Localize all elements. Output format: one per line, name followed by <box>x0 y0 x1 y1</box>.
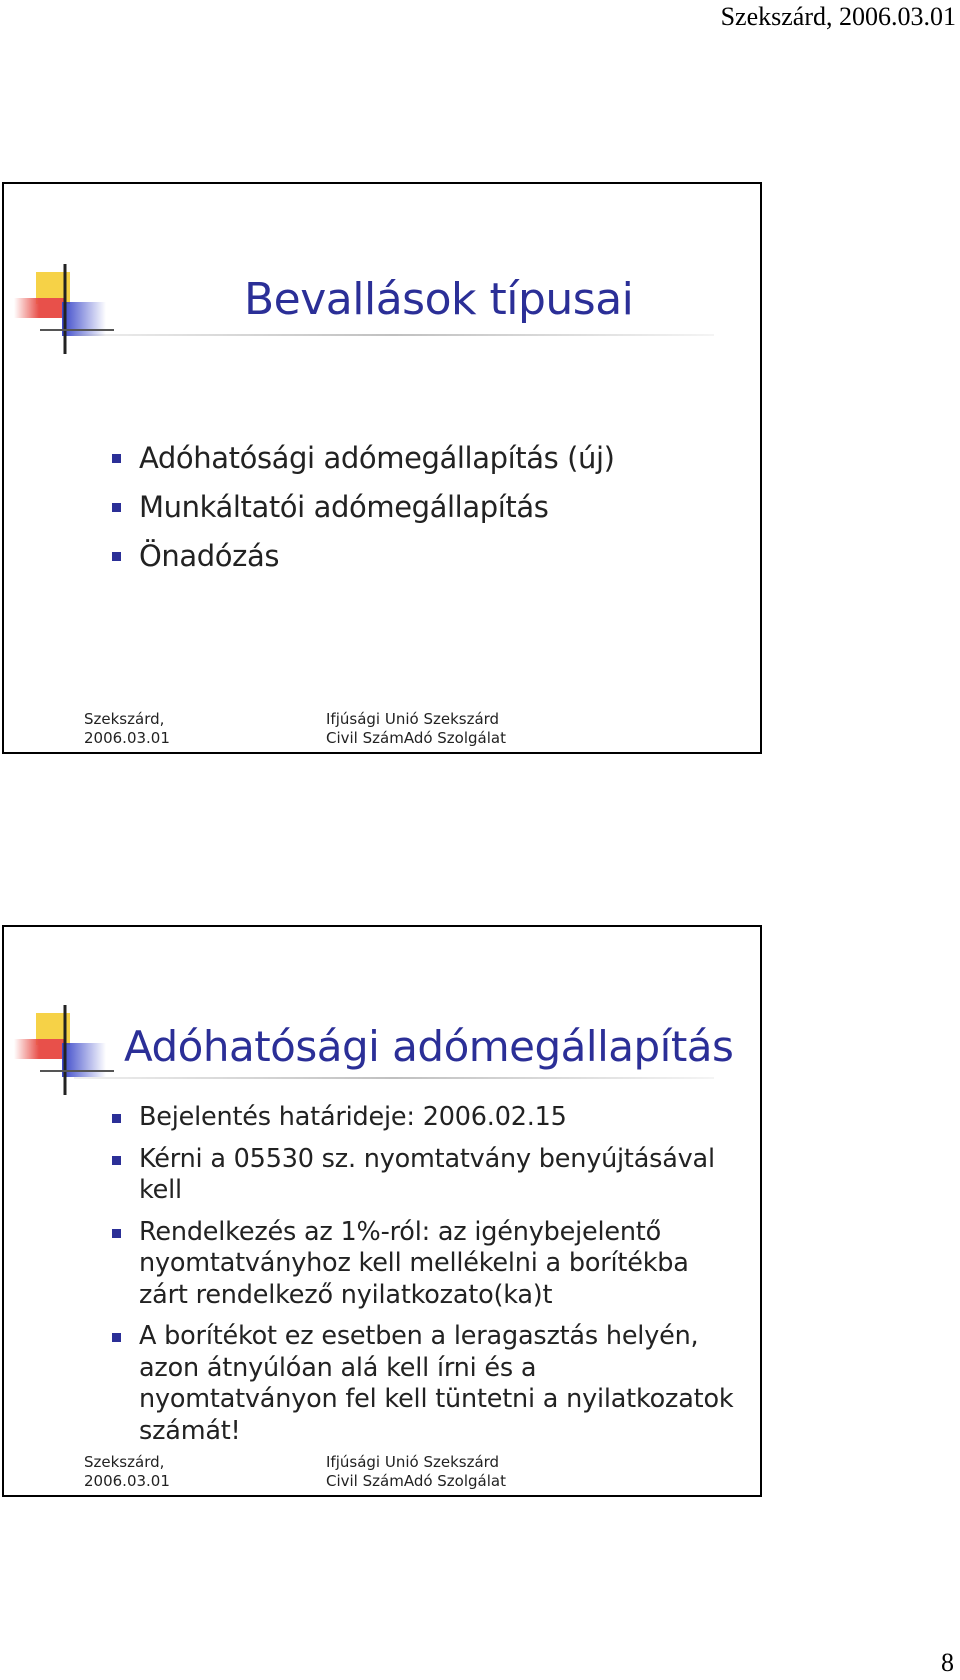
footer-location-date <box>84 710 170 748</box>
footer-organization <box>326 710 506 748</box>
footer-organization <box>326 1453 506 1491</box>
square-bullet-icon <box>112 454 121 463</box>
bullet-item <box>112 1102 742 1134</box>
square-bullet-icon <box>112 1156 121 1165</box>
slide-logo-icon <box>14 264 114 354</box>
footer-org-line-1: Ifjúsági Unió Szekszárd <box>326 710 500 728</box>
bullet-list <box>112 1102 742 1457</box>
slide-logo-icon <box>14 1005 114 1095</box>
bullet-item <box>112 483 732 532</box>
footer-location-date <box>84 1453 170 1491</box>
slide-2 <box>2 925 762 1497</box>
bullet-item <box>112 434 732 483</box>
bullet-item <box>112 1321 742 1447</box>
title-divider <box>74 1077 714 1079</box>
bullet-text: A borítékot ez esetben a leragasztás helyén, azon átnyúlóan alá kell írni és a nyomtatványon fel kell tüntetni a nyilatkozatok számát! <box>139 1321 734 1446</box>
square-bullet-icon <box>112 1229 121 1238</box>
square-bullet-icon <box>112 1333 121 1342</box>
bullet-item <box>112 1144 742 1207</box>
footer-org-line-2: Civil SzámAdó Szolgálat <box>326 1472 506 1490</box>
footer-date: 2006.03.01 <box>84 1472 170 1490</box>
bullet-text: Kérni a 05530 sz. nyomtatvány benyújtásával kell <box>139 1143 715 1205</box>
footer-date: 2006.03.01 <box>84 729 170 747</box>
square-bullet-icon <box>112 1114 121 1123</box>
bullet-text: Bejelentés határideje: 2006.02.15 <box>139 1102 567 1132</box>
footer-location: Szekszárd, <box>84 1453 165 1471</box>
footer-org-line-2: Civil SzámAdó Szolgálat <box>326 729 506 747</box>
title-divider <box>74 334 714 336</box>
square-bullet-icon <box>112 503 121 512</box>
footer-location: Szekszárd, <box>84 710 165 728</box>
bullet-item <box>112 532 732 581</box>
page-number: 8 <box>941 1648 954 1677</box>
bullet-text: Rendelkezés az 1%-ról: az igénybejelentő nyomtatványhoz kell mellékelni a borítékba zárt rendelkező nyilatkozato(ka)t <box>139 1216 689 1310</box>
bullet-item <box>112 1217 742 1312</box>
square-bullet-icon <box>112 552 121 561</box>
footer-org-line-1: Ifjúsági Unió Szekszárd <box>326 1453 500 1471</box>
page-header: Szekszárd, 2006.03.01 <box>720 2 956 31</box>
slide-1 <box>2 182 762 754</box>
slide-title: Bevallások típusai <box>244 274 634 325</box>
bullet-text: Adóhatósági adómegállapítás (új) <box>139 441 615 475</box>
slide-title: Adóhatósági adómegállapítás <box>124 1022 734 1071</box>
bullet-text: Önadózás <box>139 539 280 573</box>
bullet-text: Munkáltatói adómegállapítás <box>139 490 549 524</box>
bullet-list <box>112 434 732 581</box>
